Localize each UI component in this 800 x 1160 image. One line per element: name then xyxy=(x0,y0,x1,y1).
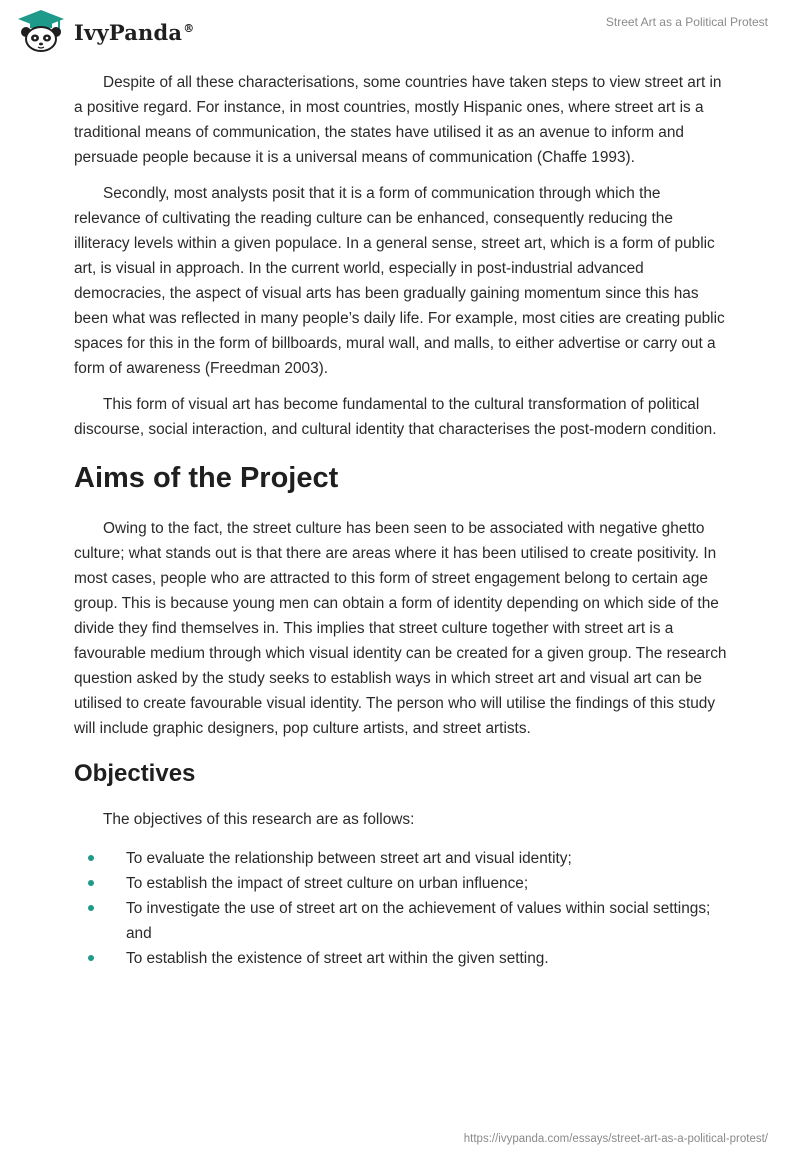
list-item-text: To evaluate the relationship between street art and visual identity; xyxy=(126,850,572,867)
bullet-icon xyxy=(88,855,94,861)
list-item xyxy=(74,846,730,871)
panda-graduation-cap-icon xyxy=(14,8,68,52)
list-item-text: To establish the existence of street art within the given setting. xyxy=(126,950,549,967)
objectives-list xyxy=(74,846,730,971)
objectives-heading: Objectives xyxy=(74,760,196,787)
list-item-text: To investigate the use of street art on the achievement of values within social settings; and xyxy=(126,900,711,942)
intro-paragraph-1: Despite of all these characterisations, some countries have taken steps to view street art in a positive regard. For instance, in most countries, mostly Hispanic ones, where street art is a traditional means of communication, the states have utilised it as an avenue to inform and persuade people because it is a universal means of communication (Chaffe 1993). xyxy=(74,74,722,166)
objectives-intro: The objectives of this research are as follows: xyxy=(103,811,415,828)
page-header xyxy=(0,0,800,60)
bullet-icon xyxy=(88,955,94,961)
aims-paragraph: Owing to the fact, the street culture has been seen to be associated with negative ghetto culture; what stands out is that there are areas where it has been utilised to create positivity. In most cases, people who are attracted to this form of street engagement belong to certain age group. This is because young men can obtain a form of identity depending on which side of the divide they find themselves in. This implies that street culture together with street art is a favourable medium through which visual identity can be created for a given group. The research question asked by the study seeks to establish ways in which street art and visual art can be utilised to create favourable visual identity. The person who will utilise the findings of this study will include graphic designers, pop culture artists, and street artists. xyxy=(74,520,727,737)
aims-heading: Aims of the Project xyxy=(74,462,339,494)
list-item xyxy=(74,871,730,896)
list-item-text: To establish the impact of street culture on urban influence; xyxy=(126,875,529,892)
list-item xyxy=(74,946,730,971)
brand-name: IvyPanda® xyxy=(74,19,195,45)
essay-content xyxy=(74,70,730,971)
intro-paragraph-2: Secondly, most analysts posit that it is a form of communication through which the relevance of cultivating the reading culture can be enhanced, consequently reducing the illiteracy levels within a given populace. In a general sense, street art, which is a form of public art, is visual in approach. In the current world, especially in post-industrial advanced democracies, the aspect of visual arts has been gradually gaining momentum since this has been what was reflected in many people’s daily life. For example, most cities are creating public spaces for this in the form of billboards, mural wall, and malls, to either advertise or carry out a form of awareness (Freedman 2003). xyxy=(74,185,725,377)
intro-paragraph-3: This form of visual art has become fundamental to the cultural transformation of political discourse, social interaction, and cultural identity that characterises the post-modern condition. xyxy=(74,396,717,438)
list-item xyxy=(74,896,730,946)
ivypanda-logo[interactable] xyxy=(14,8,194,52)
source-url-link[interactable]: https://ivypanda.com/essays/street-art-as-a-political-protest/ xyxy=(463,1133,768,1145)
bullet-icon xyxy=(88,905,94,911)
document-title: Street Art as a Political Protest xyxy=(605,15,768,29)
bullet-icon xyxy=(88,880,94,886)
